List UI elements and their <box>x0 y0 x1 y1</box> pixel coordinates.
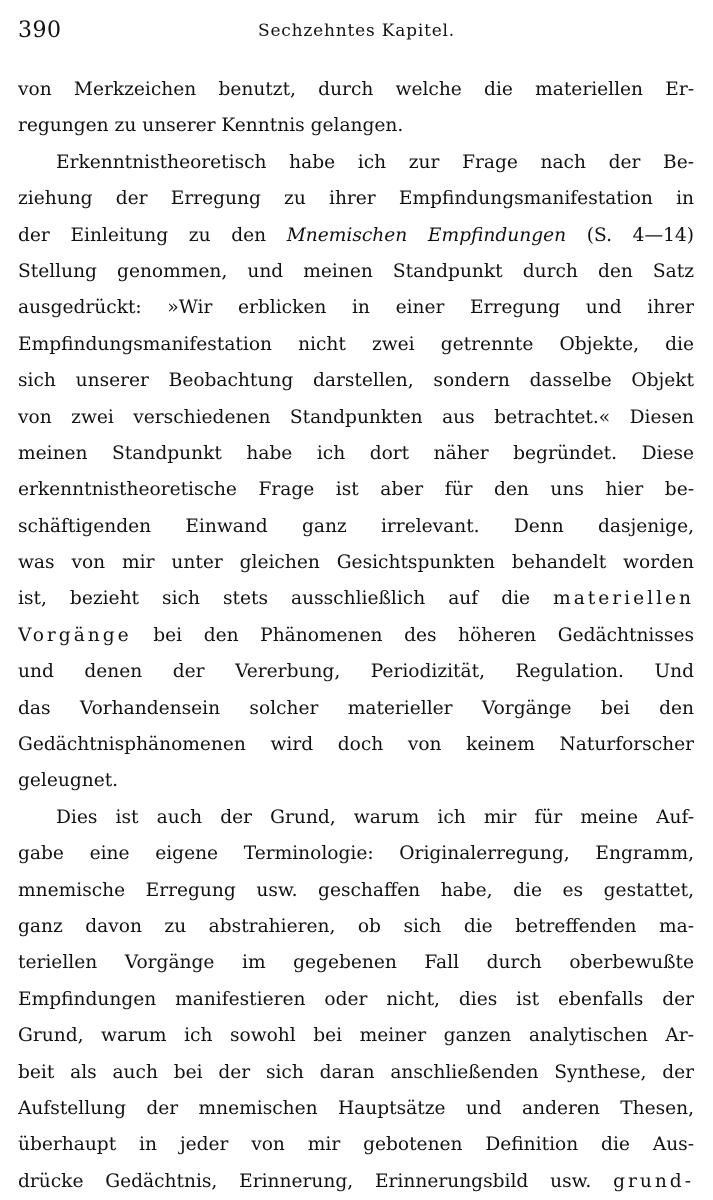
text-line <box>18 181 694 217</box>
text-line <box>18 1127 694 1163</box>
text-segment: ist, bezieht sich stets ausschließlich auf die <box>18 588 554 610</box>
text-segment: ziehung der Erregung zu ihrer Empfindungsmanifestation in <box>18 188 694 210</box>
paragraph <box>18 800 694 1200</box>
text-line <box>18 290 694 326</box>
text-line <box>18 327 694 363</box>
text-segment: geleugnet. <box>18 770 119 792</box>
spaced-emphasis: grund- <box>613 1170 694 1192</box>
text-segment: was von mir unter gleichen Gesichtspunkten behandelt worden <box>18 552 694 574</box>
text-segment: Grund, warum ich sowohl bei meiner ganzen analytischen Ar- <box>18 1025 694 1047</box>
text-line <box>18 72 694 108</box>
text-segment: von zwei verschiedenen Standpunkten aus betrachtet.« Diesen <box>18 406 694 428</box>
text-segment: (S. 4—14) <box>566 224 694 246</box>
text-segment: ausgedrückt: »Wir erblicken in einer Erregung und ihrer <box>18 297 694 319</box>
text-line <box>18 1164 694 1200</box>
text-line <box>18 618 694 654</box>
text-line <box>18 145 694 181</box>
text-line <box>18 909 694 945</box>
text-segment: Aufstellung der mnemischen Hauptsätze und anderen Thesen, <box>18 1097 694 1119</box>
text-segment: Gedächtnisphänomenen wird doch von keinem Naturforscher <box>18 734 694 756</box>
page-number: 390 <box>18 18 62 43</box>
text-segment: von Merkzeichen benutzt, durch welche die materiellen Er- <box>18 79 694 100</box>
paragraph <box>18 72 694 145</box>
text-line <box>18 800 694 836</box>
spaced-emphasis: Vorgänge <box>18 624 132 646</box>
text-line <box>18 436 694 472</box>
text-line <box>18 763 694 799</box>
text-segment: Empfindungsmanifestation nicht zwei getrennte Objekte, die <box>18 333 694 355</box>
text-line <box>18 545 694 581</box>
text-segment: drücke Gedächtnis, Erinnerung, Erinnerungsbild usw. <box>18 1170 614 1192</box>
paragraph <box>18 145 694 800</box>
text-line <box>18 1055 694 1091</box>
text-line <box>18 108 694 144</box>
text-line <box>18 836 694 872</box>
text-segment: teriellen Vorgänge im gegebenen Fall durch oberbewußte <box>18 952 694 974</box>
text-line <box>18 509 694 545</box>
book-title-emphasis: Mnemischen Empfindungen <box>286 224 567 246</box>
text-line <box>18 945 694 981</box>
text-line <box>18 654 694 690</box>
text-line <box>18 691 694 727</box>
text-segment: Empfindungen manifestieren oder nicht, dies ist ebenfalls der <box>18 988 694 1010</box>
page-header <box>18 18 695 48</box>
text-line <box>18 472 694 508</box>
text-segment: mnemische Erregung usw. geschaffen habe, die es gestattet, <box>18 879 694 901</box>
text-segment: bei den Phänomenen des höheren Gedächtnisses <box>131 624 694 646</box>
spaced-emphasis: materiellen <box>553 588 694 610</box>
text-line <box>18 218 694 254</box>
text-line <box>18 400 694 436</box>
text-segment: überhaupt in jeder von mir gebotenen Definition die Aus- <box>18 1134 694 1156</box>
text-line <box>18 982 694 1018</box>
text-line <box>18 1018 694 1054</box>
text-line <box>18 363 694 399</box>
text-segment: ganz davon zu abstrahieren, ob sich die betreffenden ma- <box>18 915 694 937</box>
text-segment: der Einleitung zu den <box>18 224 287 246</box>
text-line <box>18 873 694 909</box>
text-segment: Stellung genommen, und meinen Standpunkt durch den Satz <box>18 260 694 282</box>
text-segment: sich unserer Beobachtung darstellen, sondern dasselbe Objekt <box>18 370 694 392</box>
text-segment: schäftigenden Einwand ganz irrelevant. Denn dasjenige, <box>18 515 694 537</box>
body-text <box>18 72 694 1200</box>
text-segment: Dies ist auch der Grund, warum ich mir für meine Auf- <box>56 806 694 828</box>
text-segment: erkenntnistheoretische Frage ist aber für den uns hier be- <box>18 479 694 501</box>
text-segment: beit als auch bei der sich daran anschließenden Synthese, der <box>18 1061 694 1083</box>
text-segment: Erkenntnistheoretisch habe ich zur Frage nach der Be- <box>56 151 694 173</box>
text-line <box>18 727 694 763</box>
text-segment: gabe eine eigene Terminologie: Originalerregung, Engramm, <box>18 843 694 865</box>
text-segment: das Vorhandensein solcher materieller Vorgänge bei den <box>18 697 694 719</box>
text-segment: und denen der Vererbung, Periodizität, Regulation. Und <box>18 661 694 683</box>
text-line <box>18 1091 694 1127</box>
text-segment: meinen Standpunkt habe ich dort näher begründet. Diese <box>18 442 694 464</box>
text-line <box>18 254 694 290</box>
text-line <box>18 581 694 617</box>
text-segment: regungen zu unserer Kenntnis gelangen. <box>18 115 404 137</box>
running-title: Sechzehntes Kapitel. <box>258 21 455 41</box>
